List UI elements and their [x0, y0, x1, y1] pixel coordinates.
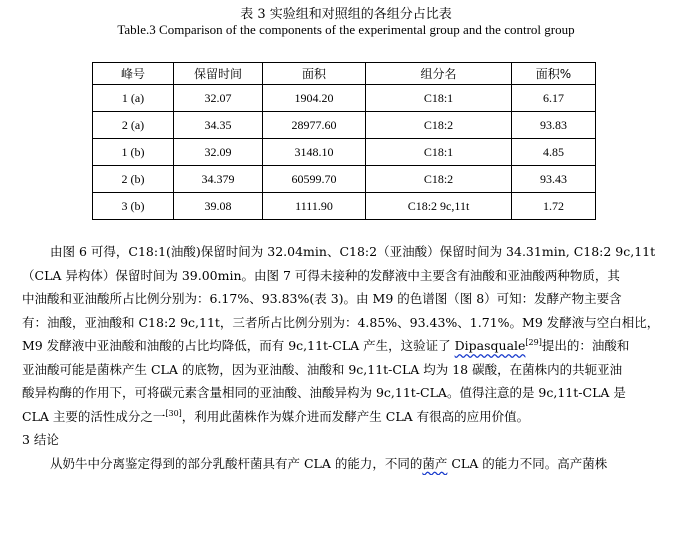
cell-percent: 6.17: [512, 85, 596, 112]
cell-area: 3148.10: [263, 139, 366, 166]
components-table: [92, 62, 596, 220]
text-span: M9 发酵液中亚油酸和油酸的占比均降低，而有 9c,11t-CLA 产生，这验证了: [22, 338, 455, 353]
paragraph-line: [22, 334, 672, 358]
paragraph-line: 由图 6 可得，C18:1(油酸)保留时间为 32.04min、C18:2（亚油酸）保留时间为 34.31min, C18:2 9c,11t: [50, 244, 656, 259]
cell-time: 32.09: [174, 139, 263, 166]
cell-percent: 93.43: [512, 166, 596, 193]
cell-area: 1111.90: [263, 193, 366, 220]
cell-time: 39.08: [174, 193, 263, 220]
table-row: [93, 166, 596, 193]
table-caption-zh: 表 3 实验组和对照组的各组分占比表: [240, 7, 452, 22]
table-caption-en: Table.3 Comparison of the components of the experimental group and the control group: [117, 22, 575, 37]
cell-peak: 2 (a): [93, 112, 174, 139]
table-row: [93, 193, 596, 220]
cell-time: 32.07: [174, 85, 263, 112]
text-span: 从奶牛中分离鉴定得到的部分乳酸杆菌具有产 CLA 的能力，不同的: [50, 455, 423, 471]
cell-percent: 93.83: [512, 112, 596, 139]
cell-peak: 2 (b): [93, 166, 174, 193]
citation-ref: [30]: [165, 408, 182, 418]
cell-peak: 1 (b): [93, 139, 174, 166]
text-span: ，利用此菌株作为媒介进而发酵产生 CLA 有很高的应用价值。: [181, 408, 530, 424]
cell-component: C18:1: [366, 85, 512, 112]
paragraph-line: 亚油酸可能是菌株产生 CLA 的底物，因为亚油酸、油酸和 9c,11t-CLA 均为 18 碳酸，在菌株内的共轭亚油: [22, 361, 623, 377]
text-span: 提出的：油酸和: [541, 338, 630, 353]
text-span: CLA 的能力不同。高产菌株: [447, 455, 608, 471]
table-row: [93, 112, 596, 139]
table-row: [93, 139, 596, 166]
header-retention-time: 保留时间: [174, 63, 263, 85]
header-area: 面积: [263, 63, 366, 85]
body-text: [22, 240, 672, 475]
header-peak-no: 峰号: [93, 63, 174, 85]
paragraph-line: [22, 452, 672, 476]
header-component: 组分名: [366, 63, 512, 85]
header-area-percent: 面积%: [512, 63, 596, 85]
cell-peak: 3 (b): [93, 193, 174, 220]
cell-component: C18:2: [366, 112, 512, 139]
cell-peak: 1 (a): [93, 85, 174, 112]
author-name: Dipasquale: [454, 338, 526, 353]
cell-area: 1904.20: [263, 85, 366, 112]
table-row: [93, 85, 596, 112]
cell-time: 34.379: [174, 166, 263, 193]
paragraph-line: 有：油酸，亚油酸和 C18:2 9c,11t，三者所占比例分别为：4.85%、93.43%、1.71%。M9 发酵液与空白相比，: [22, 314, 660, 330]
citation-ref: [29]: [525, 337, 542, 347]
flagged-word: 菌产: [422, 455, 448, 471]
cell-area: 28977.60: [263, 112, 366, 139]
cell-component: C18:2 9c,11t: [366, 193, 512, 220]
text-span: CLA 主要的活性成分之一: [22, 408, 166, 424]
cell-area: 60599.70: [263, 166, 366, 193]
table-header-row: [93, 63, 596, 85]
paragraph-line: [22, 405, 672, 429]
section-heading: 3 结论: [22, 432, 59, 447]
cell-component: C18:1: [366, 139, 512, 166]
cell-component: C18:2: [366, 166, 512, 193]
cell-percent: 4.85: [512, 139, 596, 166]
paragraph-line: 中油酸和亚油酸所占比例分别为：6.17%、93.83%(表 3)。由 M9 的色谱图（图 8）可知：发酵产物主要含: [22, 291, 622, 306]
paragraph-line: 酸异构酶的作用下，可将碳元素含量相同的亚油酸、油酸异构为 9c,11t-CLA。值得注意的是 9c,11t-CLA 是: [22, 385, 626, 400]
paragraph-line: （CLA 异构体）保留时间为 39.00min。由图 7 可得未接种的发酵液中主要含有油酸和亚油酸两种物质，其: [22, 267, 620, 283]
cell-percent: 1.72: [512, 193, 596, 220]
cell-time: 34.35: [174, 112, 263, 139]
